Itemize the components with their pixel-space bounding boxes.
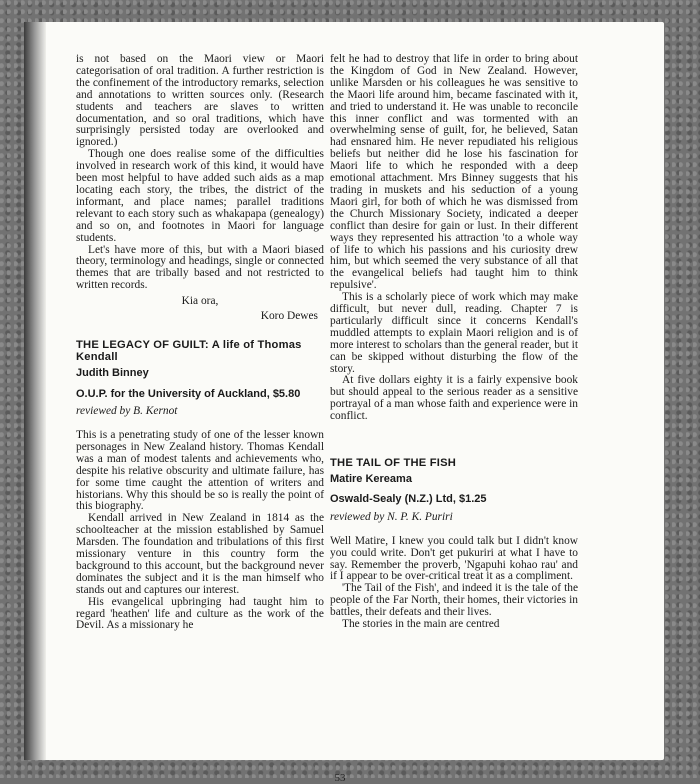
sign-off: Kia ora, [181,295,219,308]
paragraph: Well Matire, I knew you could talk but I didn't know you could write. Don't get pukuriri at what I have to say. Remember the proverb, 'Ngapuhi kohao rau' and if I appear to be over-critical treat it as a compliment. [330,534,578,583]
review-publisher: Oswald-Sealy (N.Z.) Ltd, $1.25 [330,493,487,506]
paragraph: Let's have more of this, but with a Maori biased theory, terminology and headings, single or connected themes that are tribally based and not restricted to written records. [76,243,324,292]
document-page [24,22,664,784]
paragraph: Kendall arrived in New Zealand in 1814 as the schoolteacher at the mission established by Samuel Marsden. The foundation and tribulations of this first missionary venture in this country form the background to this account, but the background never dominates the subject and it is the man himself who stands out and captures our interest. [76,512,324,596]
paragraph: This is a penetrating study of one of the lesser known personages in New Zealand history. Thomas Kendall was a man of modest talents and achievements who, despite his relative obscurity and ultimate failure, has for some time caught the attention of writers and historians. Why this should be so is really the point of this biography. [76,428,324,513]
right-column [330,54,578,631]
review-title: THE LEGACY OF GUILT: A life of Thomas Kendall [76,338,302,364]
paragraph: is not based on the Maori view or Maori categorisation of oral tradition. A further restriction is the confinement of the introductory remarks, selection and annotations to written sources only. (Research students and teachers are slaves to written documentation, and so oral traditions, which have surprisingly persisted today are overlooked and ignored.) [76,53,324,149]
review-author: Matire Kereama [330,472,412,485]
review-title: THE TAIL OF THE FISH [330,457,457,470]
reviewer-credit: reviewed by B. Kernot [76,405,178,418]
page-number: 53 [334,772,346,784]
signature: Koro Dewes [260,310,318,323]
review-author: Judith Binney [76,366,149,379]
review-publisher: O.U.P. for the University of Auckland, $5.80 [76,387,301,400]
paragraph: 'The Tail of the Fish', and indeed it is the tale of the people of the Far North, their homes, their victories in battles, their defeats and their lives. [330,582,578,619]
paragraph: This is a scholarly piece of work which may make difficult, but never dull, reading. Chapter 7 is particularly difficult since it concerns Kendall's muddled attempts to explain Maori religion and is of more interest to scholars than the general reader, but it can be skipped without disturbing the flow of the story. [330,291,578,375]
paragraph: The stories in the main are centred [342,618,500,631]
paragraph: His evangelical upbringing had taught him to regard 'heathen' life and culture as the work of the Devil. As a missionary he [76,595,324,632]
paragraph: felt he had to destroy that life in order to bring about the Kingdom of God in New Zealand. However, unlike Marsden or his colleagues he was sensitive to the Maori life around him, became fascinated with it, and tried to understand it. He was unable to reconcile this inner conflict and was tormented with an overwhelming sense of guilt, for, he believed, Satan had ensnared him. He never repudiated his religious beliefs but neither did he lose his fascination for Maori life to which he responded with a deep emotional attachment. Mrs Binney suggests that his trading in muskets and his seduction of a young Maori girl, for both of which he was dismissed from the Church Missionary Society, indicated a deeper conflict than desire for gain or lust. In their different ways they represented his attraction 'to a whole way of life to which his passions and his curiosity drew him, but which seemed the very substance of all that the evangelical beliefs had taught him to think repulsive'. [330,53,578,292]
paragraph: At five dollars eighty it is a fairly expensive book but should appeal to the serious reader as a sensitive portrayal of a man whose faith and experience were in conflict. [330,374,578,423]
paragraph: Though one does realise some of the difficulties involved in research work of this kind, it would have been most helpful to have added such aids as a map locating each story, the tribes, the district of the informant, and place names; parallel traditions relevant to each story such as whakapapa (genealogy) and so on, and footnotes in Maori for language students. [76,148,324,244]
page-fold-shadow [24,22,46,760]
reviewer-credit: reviewed by N. P. K. Puriri [330,510,453,523]
left-column [76,54,324,632]
